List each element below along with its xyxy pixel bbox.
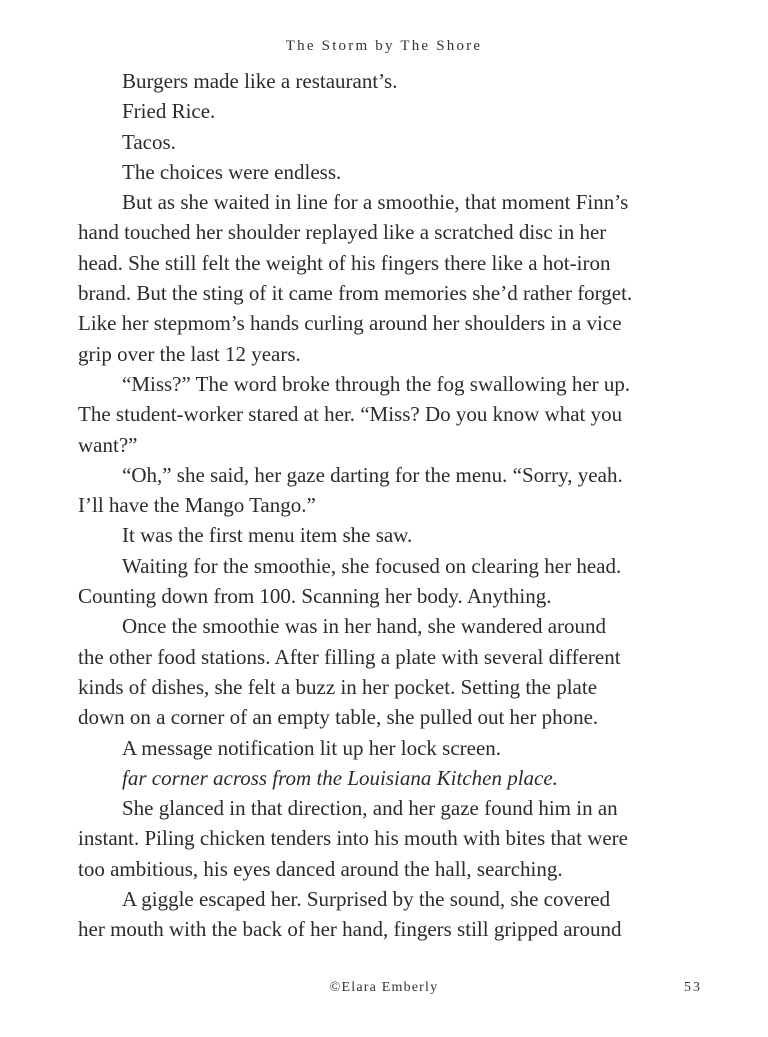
text-line: Tacos. (122, 129, 176, 154)
text-line: I’ll have the Mango Tango.” (78, 493, 316, 518)
text-line: hand touched her shoulder replayed like a scratched disc in her (78, 220, 607, 245)
text-message-line: far corner across from the Louisiana Kitchen place. (122, 765, 558, 790)
text-line: A giggle escaped her. Surprised by the sound, she covered (122, 887, 611, 912)
page-number: 53 (684, 980, 702, 995)
text-line: Fried Rice. (122, 99, 216, 124)
text-line: down on a corner of an empty table, she pulled out her phone. (78, 705, 599, 730)
text-line: her mouth with the back of her hand, fingers still gripped around (78, 917, 622, 942)
text-line: Counting down from 100. Scanning her body. Anything. (78, 584, 552, 609)
text-line: The choices were endless. (122, 159, 342, 184)
text-line: grip over the last 12 years. (78, 341, 301, 366)
running-head-title: The Storm by The Shore (285, 38, 483, 54)
text-line: Once the smoothie was in her hand, she wandered around (122, 614, 607, 639)
text-line: But as she waited in line for a smoothie, that moment Finn’s (122, 190, 629, 215)
text-line: Like her stepmom’s hands curling around her shoulders in a vice (78, 311, 622, 336)
text-line: “Miss?” The word broke through the fog swallowing her up. (122, 371, 631, 396)
text-line: The student-worker stared at her. “Miss? Do you know what you (78, 402, 623, 427)
text-line: Waiting for the smoothie, she focused on clearing her head. (122, 553, 622, 578)
text-line: She glanced in that direction, and her gaze found him in an (122, 796, 618, 821)
text-line: want?” (78, 432, 138, 457)
text-line: head. She still felt the weight of his fingers there like a hot-iron (78, 250, 611, 275)
text-line: the other food stations. After filling a plate with several different (78, 644, 621, 669)
text-line: instant. Piling chicken tenders into his mouth with bites that were (78, 826, 628, 851)
text-line: brand. But the sting of it came from memories she’d rather forget. (78, 281, 633, 306)
text-line: It was the first menu item she saw. (122, 523, 413, 548)
text-line: A message notification lit up her lock screen. (122, 735, 502, 760)
body-text (78, 66, 694, 945)
text-line: Burgers made like a restaurant’s. (122, 69, 398, 93)
text-line: too ambitious, his eyes danced around the hall, searching. (78, 856, 563, 881)
text-line: “Oh,” she said, her gaze darting for the menu. “Sorry, yeah. (122, 462, 623, 487)
footer-copyright: ©Elara Emberly (329, 980, 439, 995)
text-line: kinds of dishes, she felt a buzz in her pocket. Setting the plate (78, 674, 598, 699)
